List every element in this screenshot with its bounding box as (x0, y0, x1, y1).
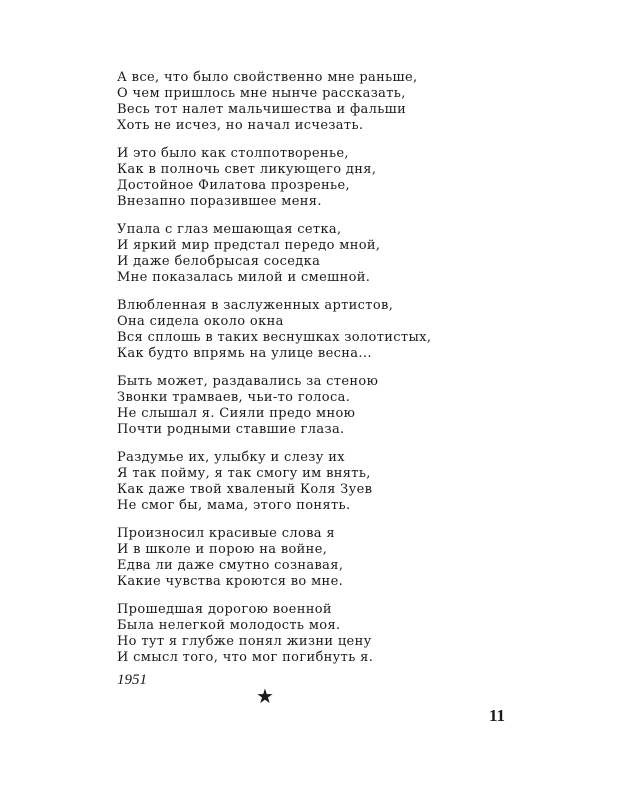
poem-line: Не смог бы, мама, этого понять. (117, 498, 351, 513)
poem-line: Влюбленная в заслуженных артистов, (117, 298, 394, 313)
poem-line: И даже белобрысая соседка (117, 254, 321, 269)
poem-line: А все, что было свойственно мне раньше, (117, 70, 418, 85)
poem-line: Достойное Филатова прозренье, (117, 178, 350, 193)
poem-line: Произносил красивые слова я (117, 526, 335, 541)
poem-line: Была нелегкой молодость моя. (117, 618, 341, 633)
poem-line: Упала с глаз мешающая сетка, (117, 222, 342, 237)
poem-line: Внезапно поразившее меня. (117, 194, 322, 209)
stanza (117, 374, 431, 438)
poem-line: Но тут я глубже понял жизни цену (117, 634, 372, 649)
poem-line: Вся сплошь в таких веснушках золотистых, (117, 330, 432, 345)
poem-line: Мне показалась милой и смешной. (117, 270, 371, 285)
poem (117, 70, 431, 666)
stanza (117, 602, 431, 666)
poem-line: И в школе и порою на войне, (117, 542, 328, 557)
poem-line: И смысл того, что мог погибнуть я. (117, 650, 374, 665)
poem-line: Раздумье их, улыбку и слезу их (117, 450, 345, 465)
page-number: 11 (489, 706, 506, 725)
poem-line: Почти родными ставшие глаза. (117, 422, 345, 437)
poem-line: Не слышал я. Сияли предо мною (117, 406, 356, 421)
poem-line: Как будто впрямь на улице весна... (117, 346, 372, 361)
poem-line: Хоть не исчез, но начал исчезать. (117, 118, 364, 133)
stanza (117, 298, 431, 362)
poem-line: Какие чувства кроются во мне. (117, 574, 344, 589)
star-separator-icon: ★ (256, 684, 274, 708)
poem-line: Она сидела около окна (117, 314, 284, 329)
stanza (117, 222, 431, 286)
poem-line: Быть может, раздавались за стеною (117, 374, 379, 389)
poem-line: Едва ли даже смутно сознавая, (117, 558, 344, 573)
poem-line: И яркий мир предстал передо мной, (117, 238, 381, 253)
poem-line: Как в полночь свет ликующего дня, (117, 162, 377, 177)
poem-line: Звонки трамваев, чьи-то голоса. (117, 390, 351, 405)
poem-line: Весь тот налет мальчишества и фальши (117, 102, 407, 117)
stanza (117, 526, 431, 590)
poem-line: Я так пойму, я так смогу им внять, (117, 466, 371, 481)
poem-line: Как даже твой хваленый Коля Зуев (117, 482, 373, 497)
poem-line: Прошедшая дорогою военной (117, 602, 332, 617)
stanza (117, 450, 431, 514)
poem-date: 1951 (117, 672, 147, 688)
poem-line: И это было как столпотворенье, (117, 146, 349, 161)
stanza (117, 146, 431, 210)
poem-line: О чем пришлось мне нынче рассказать, (117, 86, 406, 101)
stanza (117, 70, 431, 134)
